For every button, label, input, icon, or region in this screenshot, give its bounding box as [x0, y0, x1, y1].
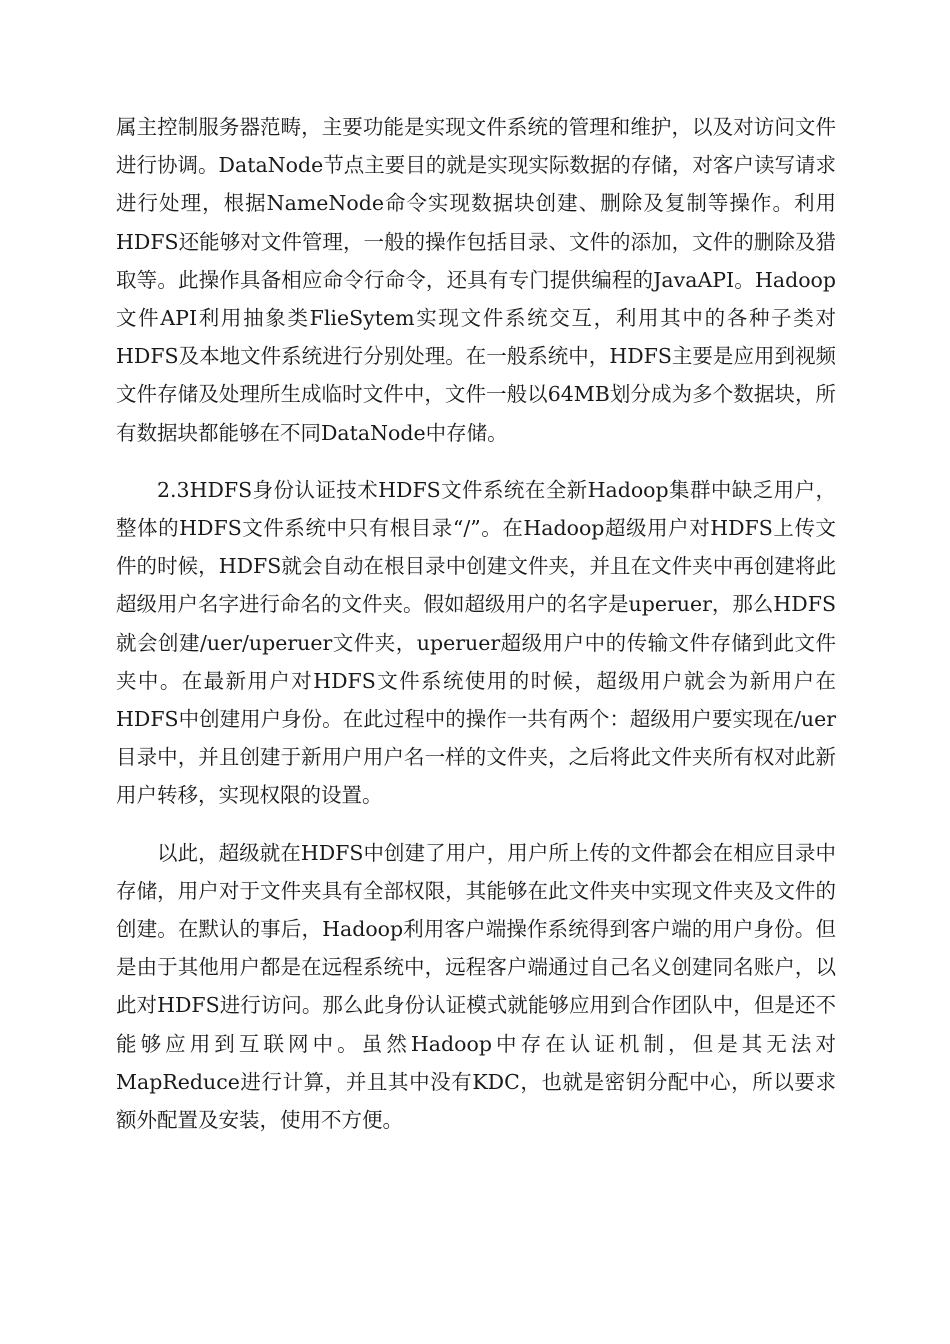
paragraph-hdfs-authentication: 2.3HDFS身份认证技术HDFS文件系统在全新Hadoop集群中缺乏用户，整体的HDFS文件系统中只有根目录“/”。在Hadoop超级用户对HDFS上传文件的时候，HDFS就会自动在根目录中创建文件夹，并且在文件夹中再创建将此超级用户名字进行命名的文件夹。假如超级用户的名字是uperuer，那么HDFS就会创建/uer/uperuer文件夹，uperuer超级用户中的传输文件存储到此文件夹中。在最新用户对HDFS文件系统使用的时候，超级用户就会为新用户在HDFS中创建用户身份。在此过程中的操作一共有两个：超级用户要实现在/uer目录中，并且创建于新用户用户名一样的文件夹，之后将此文件夹所有权对此新用户转移，实现权限的设置。 — [116, 477, 836, 808]
document-body — [116, 108, 836, 1139]
paragraph-hdfs-namenode-datanode: 属主控制服务器范畴，主要功能是实现文件系统的管理和维护，以及对访问文件进行协调。DataNode节点主要目的就是实现实际数据的存储，对客户读写请求进行处理，根据NameNode命令实现数据块创建、删除及复制等操作。利用HDFS还能够对文件管理，一般的操作包括目录、文件的添加，文件的删除及猎取等。此操作具备相应命令行命令，还具有专门提供编程的JavaAPI。Hadoop文件API利用抽象类FlieSytem实现文件系统交互，利用其中的各种子类对HDFS及本地文件系统进行分别处理。在一般系统中，HDFS主要是应用到视频文件存储及处理所生成临时文件中，文件一般以64MB划分成为多个数据块，所有数据块都能够在不同DataNode中存储。 — [116, 115, 836, 445]
paragraph-hdfs-user-access: 以此，超级就在HDFS中创建了用户，用户所上传的文件都会在相应目录中存储，用户对于文件夹具有全部权限，其能够在此文件夹中实现文件夹及文件的创建。在默认的事后，Hadoop利用客户端操作系统得到客户端的用户身份。但是由于其他用户都是在远程系统中，远程客户端通过自己名义创建同名账户，以此对HDFS进行访问。那么此身份认证模式就能够应用到合作团队中，但是还不能够应用到互联网中。虽然Hadoop中存在认证机制，但是其无法对MapReduce进行计算，并且其中没有KDC，也就是密钥分配中心，所以要求额外配置及安装，使用不方便。 — [116, 840, 836, 1133]
